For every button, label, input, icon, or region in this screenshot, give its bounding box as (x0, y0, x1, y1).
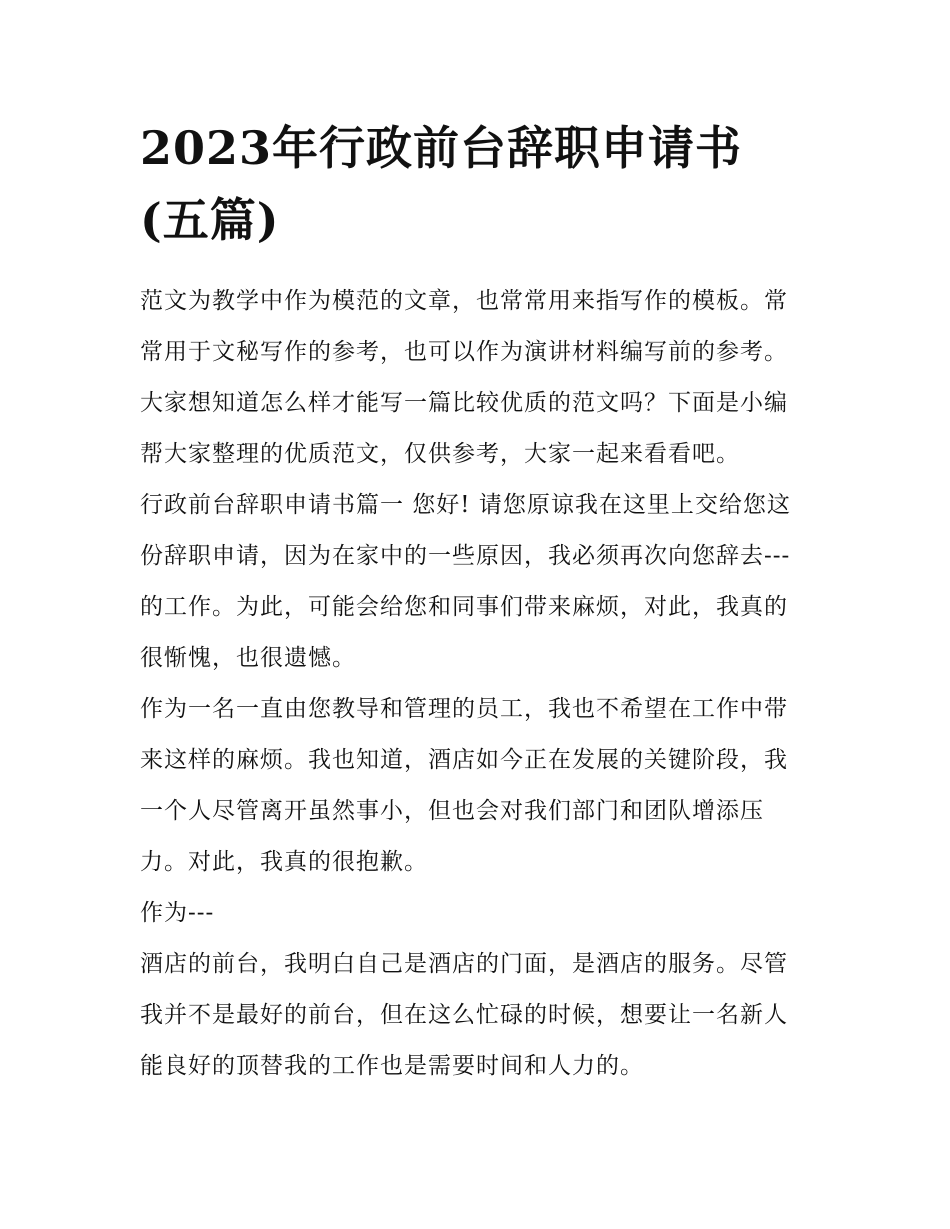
body-text-line: 份辞职申请，因为在家中的一些原因，我必须再次向您辞去--- (140, 543, 791, 569)
body-text-line: 酒店的前台，我明白自己是酒店的门面，是酒店的服务。尽管 (140, 951, 788, 977)
body-text-line: 一个人尽管离开虽然事小，但也会对我们部门和团队增添压 (140, 798, 764, 824)
body-text-line: 的工作。为此，可能会给您和同事们带来麻烦，对此，我真的 (140, 594, 788, 620)
body-text-line: 来这样的麻烦。我也知道，酒店如今正在发展的关键阶段，我 (140, 747, 788, 773)
body-text-line: 很惭愧，也很遗憾。 (140, 645, 356, 671)
body-text-line: 力。对此，我真的很抱歉。 (140, 849, 428, 875)
document-body (140, 278, 820, 1094)
body-text-line: 能良好的顶替我的工作也是需要时间和人力的。 (140, 1053, 644, 1079)
body-text-line: 常用于文秘写作的参考，也可以作为演讲材料编写前的参考。 (140, 339, 788, 365)
document-title (140, 112, 820, 256)
body-text-line: 作为一名一直由您教导和管理的员工，我也不希望在工作中带 (140, 696, 788, 722)
body-text-line: 范文为教学中作为模范的文章，也常常用来指写作的模板。常 (140, 288, 788, 314)
body-text-line: 行政前台辞职申请书篇一 您好! 请您原谅我在这里上交给您这 (140, 492, 791, 518)
body-text-line: 作为--- (140, 900, 215, 926)
body-text-line: 大家想知道怎么样才能写一篇比较优质的范文吗？下面是小编 (140, 390, 788, 416)
title-line: (五篇) (140, 193, 280, 247)
body-text-line: 我并不是最好的前台，但在这么忙碌的时候，想要让一名新人 (140, 1002, 788, 1028)
title-line: 2023年行政前台辞职申请书 (140, 121, 743, 175)
body-text-line: 帮大家整理的优质范文，仅供参考，大家一起来看看吧。 (140, 441, 740, 467)
